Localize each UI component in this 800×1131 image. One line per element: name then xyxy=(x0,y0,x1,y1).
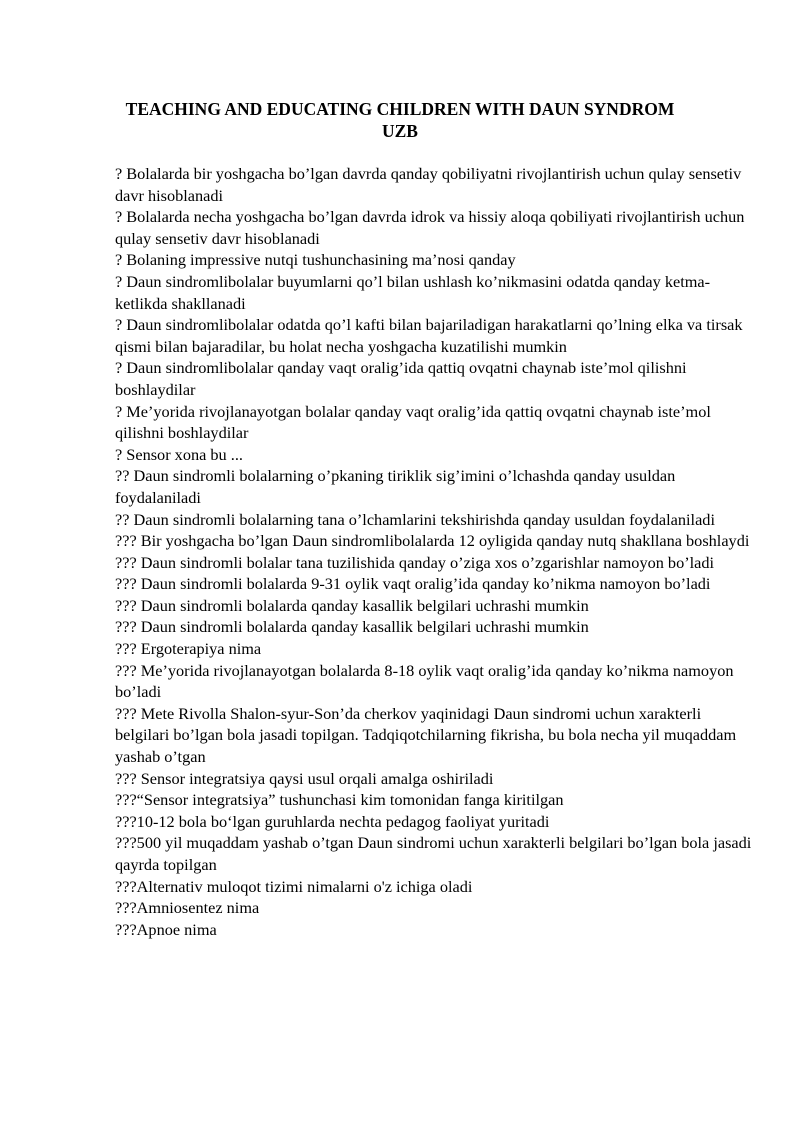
title-line-1: TEACHING AND EDUCATING CHILDREN WITH DAUN SYNDROM xyxy=(125,99,675,119)
question-item: ??? Me’yorida rivojlanayotgan bolalarda 8-18 oylik vaqt oralig’ida qanday ko’nikma namoyon bo’ladi xyxy=(115,660,734,702)
question-item: ???“Sensor integratsiya” tushunchasi kim tomonidan fanga kiritilgan xyxy=(115,790,564,810)
title-line-2: UZB xyxy=(382,121,418,141)
question-item: ? Daun sindromlibolalar buyumlarni qo’l bilan ushlash ko’nikmasini odatda qanday ketma-ketlikda shakllanadi xyxy=(115,271,711,313)
question-item: ??? Sensor integratsiya qaysi usul orqali amalga oshiriladi xyxy=(115,768,494,788)
document-title xyxy=(100,98,700,142)
question-item: ? Sensor xona bu ... xyxy=(115,444,243,464)
question-item: ???10-12 bola bo‘lgan guruhlarda nechta pedagog faoliyat yuritadi xyxy=(115,811,550,831)
question-item: ? Me’yorida rivojlanayotgan bolalar qanday vaqt oralig’ida qattiq ovqatni chaynab iste’mol qilishni boshlaydilar xyxy=(115,401,711,443)
question-item: ??? Daun sindromli bolalar tana tuzilishida qanday o’ziga xos o’zgarishlar namoyon bo’ladi xyxy=(115,552,715,572)
question-item: ??? Daun sindromli bolalarda qanday kasallik belgilari uchrashi mumkin xyxy=(115,617,589,637)
question-item: ???Amniosentez nima xyxy=(115,898,260,918)
question-item: ??? Mete Rivolla Shalon-syur-Son’da cherkov yaqinidagi Daun sindromi uchun xarakterli belgilari bo’lgan bola jasadi topilgan. Tadqiqotchilarning fikrisha, bu bola necha yil muqaddam yashab o’tgan xyxy=(115,703,737,767)
question-item: ??? Daun sindromli bolalarda 9-31 oylik vaqt oralig’ida qanday ko’nikma namoyon bo’ladi xyxy=(115,574,711,594)
question-item: ? Bolaning impressive nutqi tushunchasining ma’nosi qanday xyxy=(115,250,516,270)
question-item: ??? Ergoterapiya nima xyxy=(115,639,262,659)
question-item: ? Bolalarda bir yoshgacha bo’lgan davrda qanday qobiliyatni rivojlantirish uchun qulay sensetiv davr hisoblanadi xyxy=(115,164,742,205)
question-list xyxy=(115,163,755,940)
question-item: ?? Daun sindromli bolalarning tana o’lchamlarini tekshirishda qanday usuldan foydalaniladi xyxy=(115,509,715,529)
question-item: ???Alternativ muloqot tizimi nimalarni o'z ichiga oladi xyxy=(115,876,473,896)
question-item: ??? Daun sindromli bolalarda qanday kasallik belgilari uchrashi mumkin xyxy=(115,595,589,615)
question-item: ?? Daun sindromli bolalarning o’pkaning tiriklik sig’imini o’lchashda qanday usuldan foydalaniladi xyxy=(115,466,676,507)
question-item: ??? Bir yoshgacha bo’lgan Daun sindromlibolalarda 12 oyligida qanday nutq shakllana boshlaydi xyxy=(115,531,750,551)
question-item: ???500 yil muqaddam yashab o’tgan Daun sindromi uchun xarakterli belgilari bo’lgan bola jasadi qayrda topilgan xyxy=(115,833,752,874)
question-item: ? Bolalarda necha yoshgacha bo’lgan davrda idrok va hissiy aloqa qobiliyati rivojlantirish uchun qulay sensetiv davr hisoblanadi xyxy=(115,207,745,248)
question-item: ???Apnoe nima xyxy=(115,919,217,939)
question-item: ? Daun sindromlibolalar odatda qo’l kafti bilan bajariladigan harakatlarni qo’lning elka va tirsak qismi bilan bajaradilar, bu holat necha yoshgacha kuzatilishi mumkin xyxy=(115,315,743,356)
question-item: ? Daun sindromlibolalar qanday vaqt oralig’ida qattiq ovqatni chaynab iste’mol qilishni boshlaydilar xyxy=(115,358,687,399)
